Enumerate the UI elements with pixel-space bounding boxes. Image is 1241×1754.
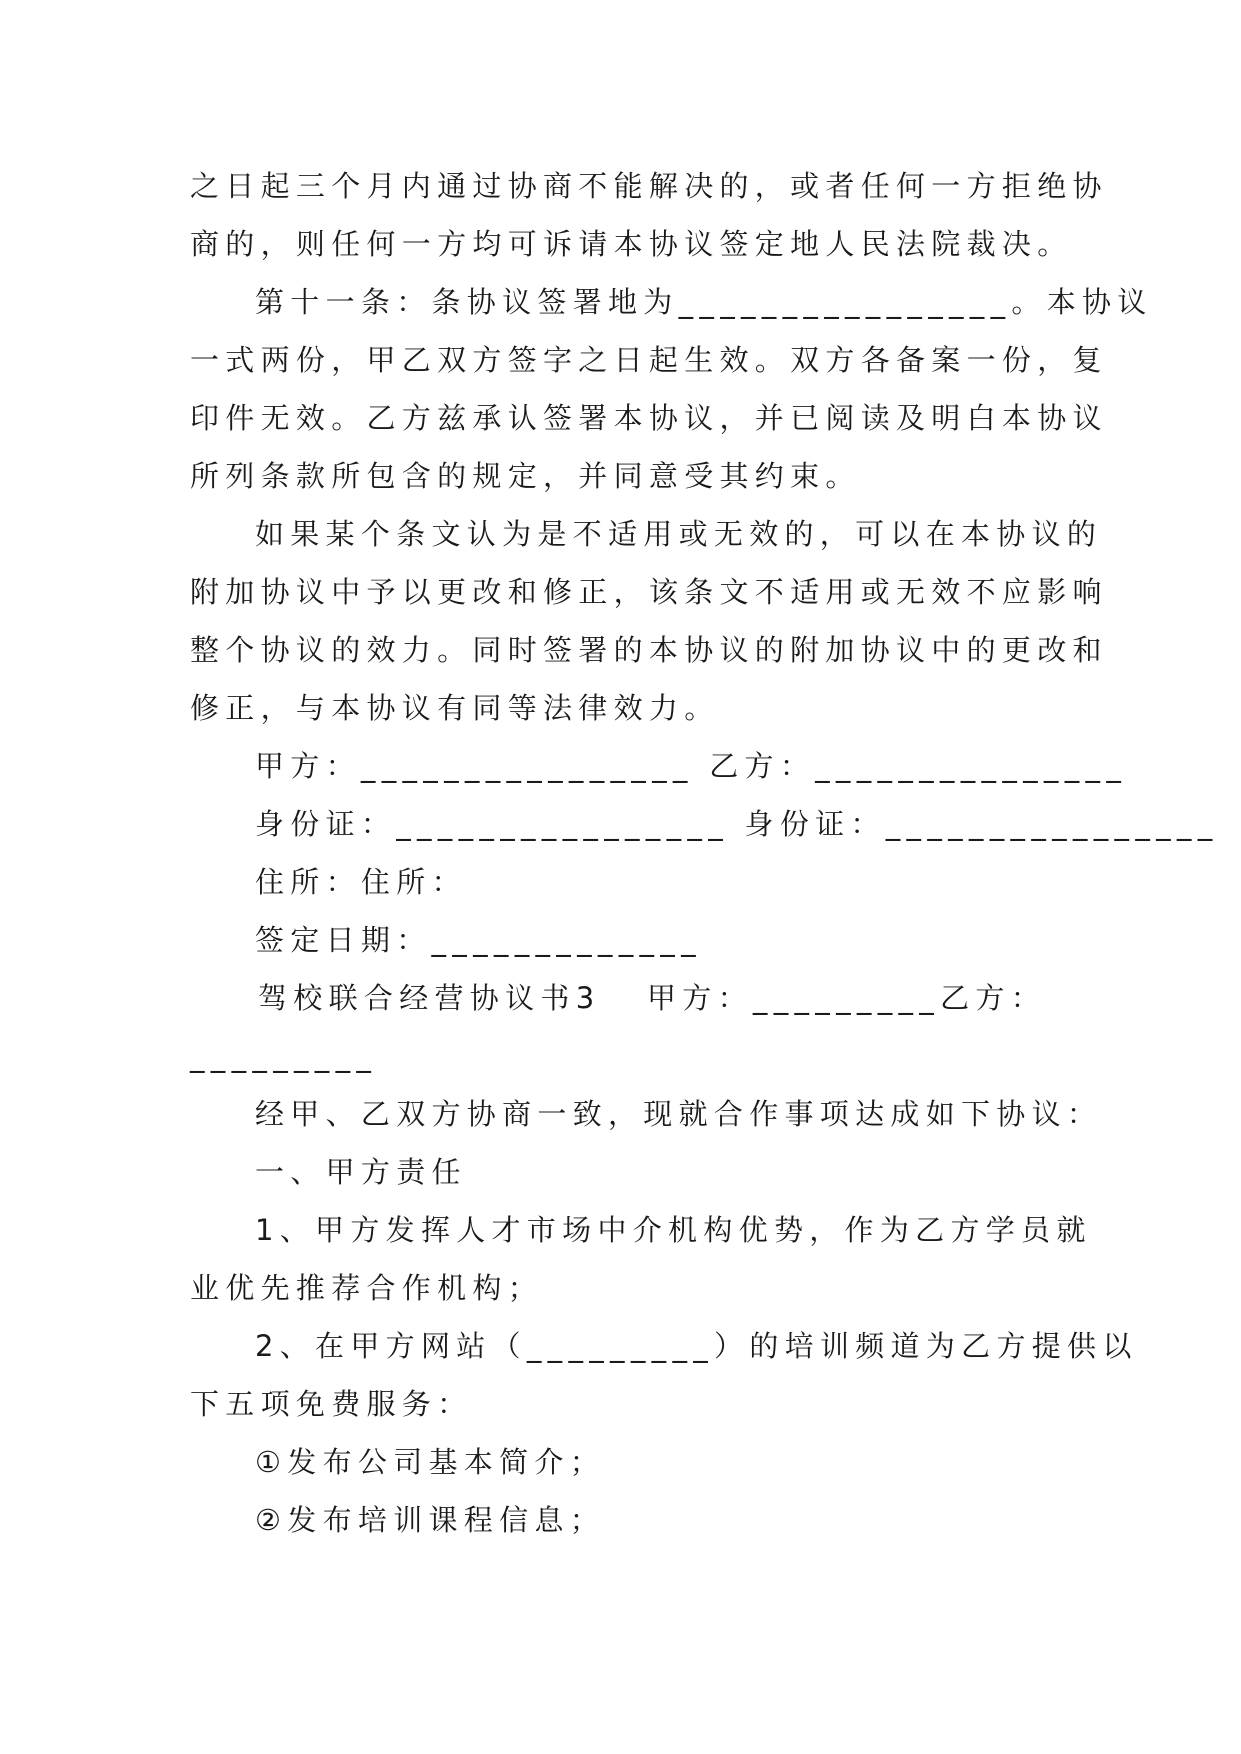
paragraph-line: 2、在甲方网站（_________）的培训频道为乙方提供以 — [255, 1329, 1138, 1363]
paragraph-line: 附加协议中予以更改和修正，该条文不适用或无效不应影响 — [190, 575, 1108, 609]
paragraph-line: 第十一条：条协议签署地为________________。本协议 — [255, 285, 1153, 319]
list-item: ①发布公司基本简介； — [255, 1445, 605, 1479]
paragraph-line: 所列条款所包含的规定，并同意受其约束。 — [190, 459, 861, 493]
paragraph-line: 商的，则任何一方均可诉请本协议签定地人民法院裁决。 — [190, 227, 1073, 261]
paragraph-line: 之日起三个月内通过协商不能解决的，或者任何一方拒绝协 — [190, 169, 1108, 203]
signature-line-party: 甲方：________________ 乙方：_______________ — [255, 749, 1128, 783]
paragraph-line: 业优先推荐合作机构； — [190, 1271, 544, 1305]
paragraph-line: 如果某个条文认为是不适用或无效的，可以在本协议的 — [255, 517, 1103, 551]
paragraph-line: 下五项免费服务： — [190, 1387, 473, 1421]
section-heading: 一、甲方责任 — [255, 1155, 467, 1189]
signature-line-date: 签定日期：_____________ — [255, 923, 702, 957]
paragraph-line: 1、甲方发挥人才市场中介机构优势，作为乙方学员就 — [255, 1213, 1092, 1247]
signature-line-id: 身份证：________________ 身份证：________________ — [255, 807, 1219, 841]
paragraph-line: 整个协议的效力。同时签署的本协议的附加协议中的更改和 — [190, 633, 1108, 667]
paragraph-line: 经甲、乙双方协商一致，现就合作事项达成如下协议： — [255, 1097, 1103, 1131]
paragraph-line: 印件无效。乙方兹承认签署本协议，并已阅读及明白本协议 — [190, 401, 1108, 435]
blank-line: _________ — [190, 1039, 378, 1073]
signature-line-address: 住所：住所： — [255, 865, 467, 899]
list-item: ②发布培训课程信息； — [255, 1503, 605, 1537]
paragraph-line: 修正，与本协议有同等法律效力。 — [190, 691, 720, 725]
paragraph-line: 一式两份，甲乙双方签字之日起生效。双方各备案一份，复 — [190, 343, 1108, 377]
agreement-title-line: 驾校联合经营协议书3 甲方：_________乙方： — [258, 981, 1047, 1015]
